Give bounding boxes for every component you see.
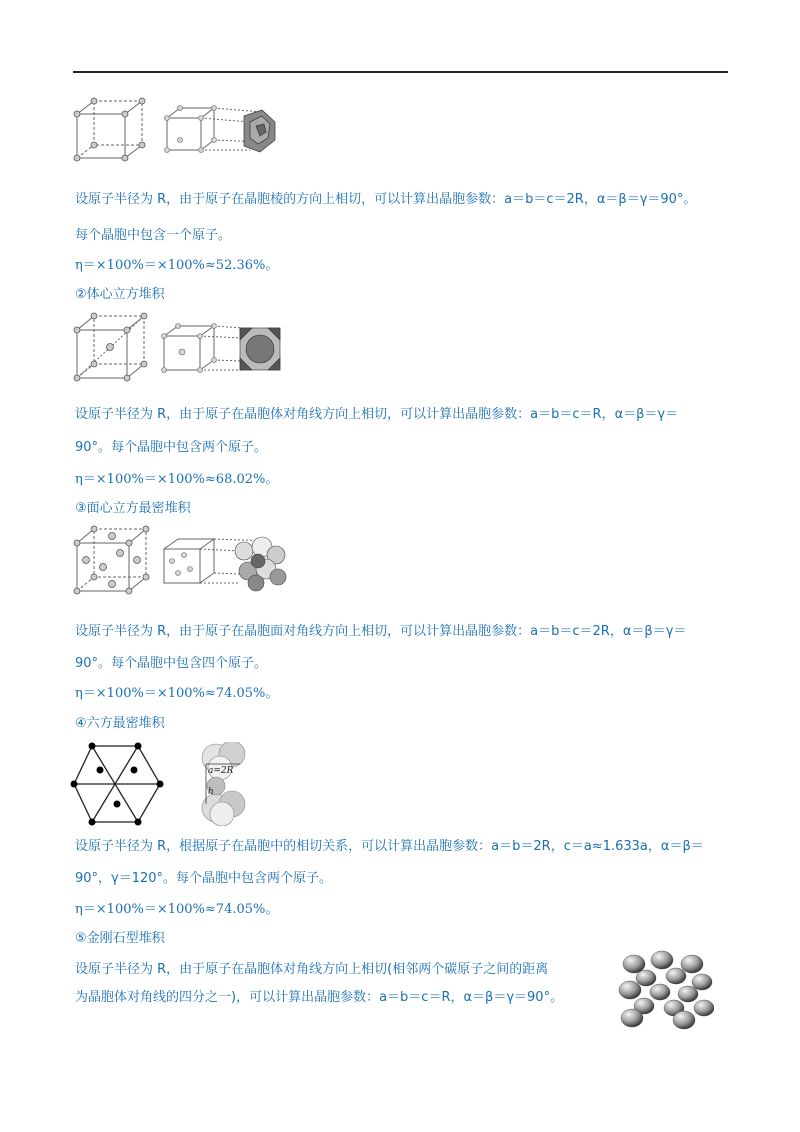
diamond-figure bbox=[618, 950, 714, 1030]
bcc-text-2: 90°。每个晶胞中包含两个原子。 bbox=[75, 440, 268, 455]
fcc-heading: ③面心立方最密堆积 bbox=[75, 501, 191, 516]
fcc-text-2: 90°。每个晶胞中包含四个原子。 bbox=[75, 656, 268, 671]
diamond-text-1: 设原子半径为 R，由于原子在晶胞体对角线方向上相切(相邻两个碳原子之间的距离 bbox=[75, 962, 549, 977]
bcc-text-1: 设原子半径为 R，由于原子在晶胞体对角线方向上相切，可以计算出晶胞参数：a＝b＝c＝R，α＝β＝γ＝ bbox=[75, 407, 679, 422]
fcc-eta: η＝×100%＝×100%≈74.05%。 bbox=[75, 686, 279, 701]
bcc-eta: η＝×100%＝×100%≈68.02%。 bbox=[75, 472, 279, 487]
hcp-label-h: h bbox=[208, 787, 214, 797]
bcc-figure bbox=[72, 312, 292, 382]
hcp-label-a: a=2R bbox=[208, 766, 234, 776]
hcp-text-1: 设原子半径为 R，根据原子在晶胞中的相切关系，可以计算出晶胞参数：a＝b＝2R，c＝a≈1.633a，α＝β＝ bbox=[75, 839, 704, 854]
bcc-heading: ②体心立方堆积 bbox=[75, 287, 165, 302]
simple-cubic-figure bbox=[72, 96, 292, 162]
fcc-text-1: 设原子半径为 R，由于原子在晶胞面对角线方向上相切，可以计算出晶胞参数：a＝b＝c＝2R，α＝β＝γ＝ bbox=[75, 624, 687, 639]
fcc-figure bbox=[72, 525, 292, 595]
hcp-text-2: 90°，γ＝120°。每个晶胞中包含两个原子。 bbox=[75, 871, 333, 886]
hcp-heading: ④六方最密堆积 bbox=[75, 716, 165, 731]
diamond-text-2: 为晶胞体对角线的四分之一)，可以计算出晶胞参数：a＝b＝c＝R，α＝β＝γ＝90°。 bbox=[75, 990, 564, 1005]
hcp-figure bbox=[70, 742, 270, 826]
header-rule bbox=[73, 71, 728, 73]
simple-cubic-text-2: 每个晶胞中包含一个原子。 bbox=[75, 228, 232, 243]
simple-cubic-eta: η＝×100%＝×100%≈52.36%。 bbox=[75, 258, 279, 273]
hcp-eta: η＝×100%＝×100%≈74.05%。 bbox=[75, 902, 279, 917]
diamond-heading: ⑤金刚石型堆积 bbox=[75, 931, 165, 946]
simple-cubic-text-1: 设原子半径为 R，由于原子在晶胞棱的方向上相切，可以计算出晶胞参数：a＝b＝c＝2R，α＝β＝γ＝90°。 bbox=[75, 192, 697, 207]
